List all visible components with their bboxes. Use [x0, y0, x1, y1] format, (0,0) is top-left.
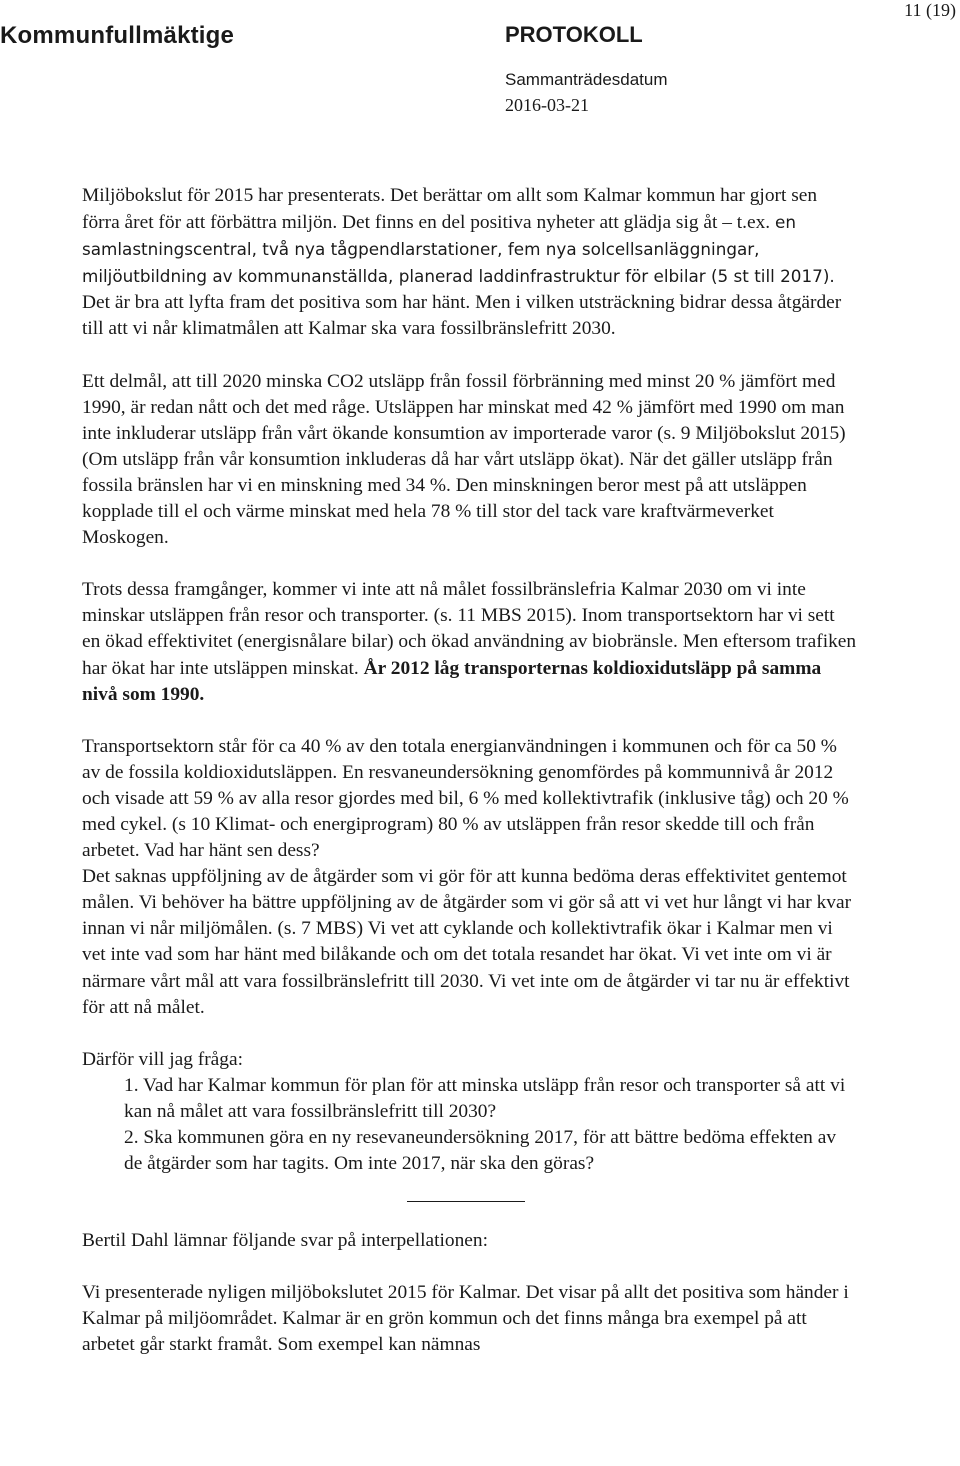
paragraph-text: Trots dessa framgånger, kommer vi inte att nå målet fossilbränslefria Kalmar 2030 om vi inte minskar utsläppen från resor och transporter. (s. 11 MBS 2015). Inom transportsektorn har vi sett en ökad effektivitet (energisnålare bilar) och ökad användning av biobränsle. Men eftersom trafiken har ökat har inte utsläppen minskat. [82, 579, 857, 679]
question-list [82, 1073, 857, 1177]
meeting-date-label: Sammanträdesdatum [505, 70, 668, 89]
document-type: PROTOKOLL [505, 22, 643, 47]
organization-name: Kommunfullmäktige [0, 22, 235, 49]
paragraph-text: Det är bra att lyfta fram det positiva som har hänt. Men i vilken utsträckning bidrar dessa åtgärder till att vi når klimatmålen att Kalmar ska vara fossilbränslefritt 2030. [82, 292, 842, 340]
meeting-date: 2016-03-21 [505, 95, 589, 115]
list-item: 1. Vad har Kalmar kommun för plan för att minska utsläpp från resor och transporter så att vi kan nå målet att vara fossilbränslefritt till 2030? [124, 1074, 846, 1122]
paragraph-svar: Vi presenterade nyligen miljöbokslutet 2015 för Kalmar. Det visar på allt det positiva som händer i Kalmar på miljöområdet. Kalmar är en grön kommun och det finns många bra exempel på att arbetet går starkt framåt. Som exempel kan nämnas [82, 1282, 849, 1356]
paragraph-text: Miljöbokslut för 2015 har presenterats. Det berättar om allt som Kalmar kommun har gjort sen förra året för att förbättra miljön. Det finns en del positiva nyheter att glädja sig åt – t.ex. [82, 185, 818, 234]
paragraph-uppfoljning: Det saknas uppföljning av de åtgärder som vi gör för att kunna bedöma deras effektivitet gentemot målen. Vi behöver ha bättre uppföljning av de åtgärder som vi gör så att vi vet hur långt vi har kvar innan vi når miljömålen. (s. 7 MBS) Vi vet att cyklande och kollektivtrafik ökar i Kalmar men vi vet inte vad som har hänt med bilåkande och om det totala resandet har ökat. Vi vet inte om vi är närmare vårt mål att vara fossilbränslefritt till 2030. Vi vet inte om de åtgärder vi tar nu är effektivt för att nå målet. [82, 866, 852, 1018]
paragraph-text-sans: en samlastningscentral, två nya tågpendlarstationer, fem nya solcellsanläggningar, miljöutbildning av kommunanställda, planerad laddinfrastruktur för elbilar (5 st till 2017). [82, 212, 835, 287]
page-number: 11 (19) [904, 0, 956, 20]
paragraph-transportsektorn: Transportsektorn står för ca 40 % av den totala energianvändningen i kommunen och för ca 50 % av de fossila koldioxidutsläppen. En resvaneundersökning genomfördes på kommunnivå år 2012 och visade att 59 % av alla resor gjordes med bil, 6 % med kollektivtrafik (inklusive tåg) och 20 % med cykel. (s 10 Klimat- och energiprogram) 80 % av utsläppen från resor skedde till och från arbetet. Vad har hänt sen dess? [82, 735, 849, 862]
paragraph-delmal: Ett delmål, att till 2020 minska CO2 utsläpp från fossil förbränning med minst 20 % jämfört med 1990, är redan nått och det med råge. Utsläppen har minskat med 42 % jämfört med 1990 om man inte inkluderar utsläpp från vårt ökande konsumtion av importerade varor (s. 9 Miljöbokslut 2015) (Om utsläpp från vår konsumtion inkluderas då har vårt utsläpp ökat). När det gäller utsläpp från fossila bränslen har vi en minskning med 34 %. Den minskningen beror mest på att utsläppen kopplade till el och värme minskat med hela 78 % till stor del tack vare kraftvärmeverket Moskogen. [82, 370, 846, 549]
answer-intro: Bertil Dahl lämnar följande svar på interpellationen: [82, 1230, 488, 1252]
paragraph-bold-statement: År 2012 låg transporternas koldioxidutsläpp på samma nivå som 1990. [82, 657, 822, 705]
paragraph-miljobokslut [82, 183, 857, 343]
document-body [82, 183, 857, 1359]
list-item: 2. Ska kommunen göra en ny resevaneundersökning 2017, för att bättre bedöma effekten av de åtgärder som har tagits. Om inte 2017, när ska den göras? [124, 1127, 837, 1175]
section-divider [407, 1201, 525, 1202]
question-intro: Därför vill jag fråga: [82, 1048, 243, 1070]
paragraph-transporter [82, 577, 857, 707]
